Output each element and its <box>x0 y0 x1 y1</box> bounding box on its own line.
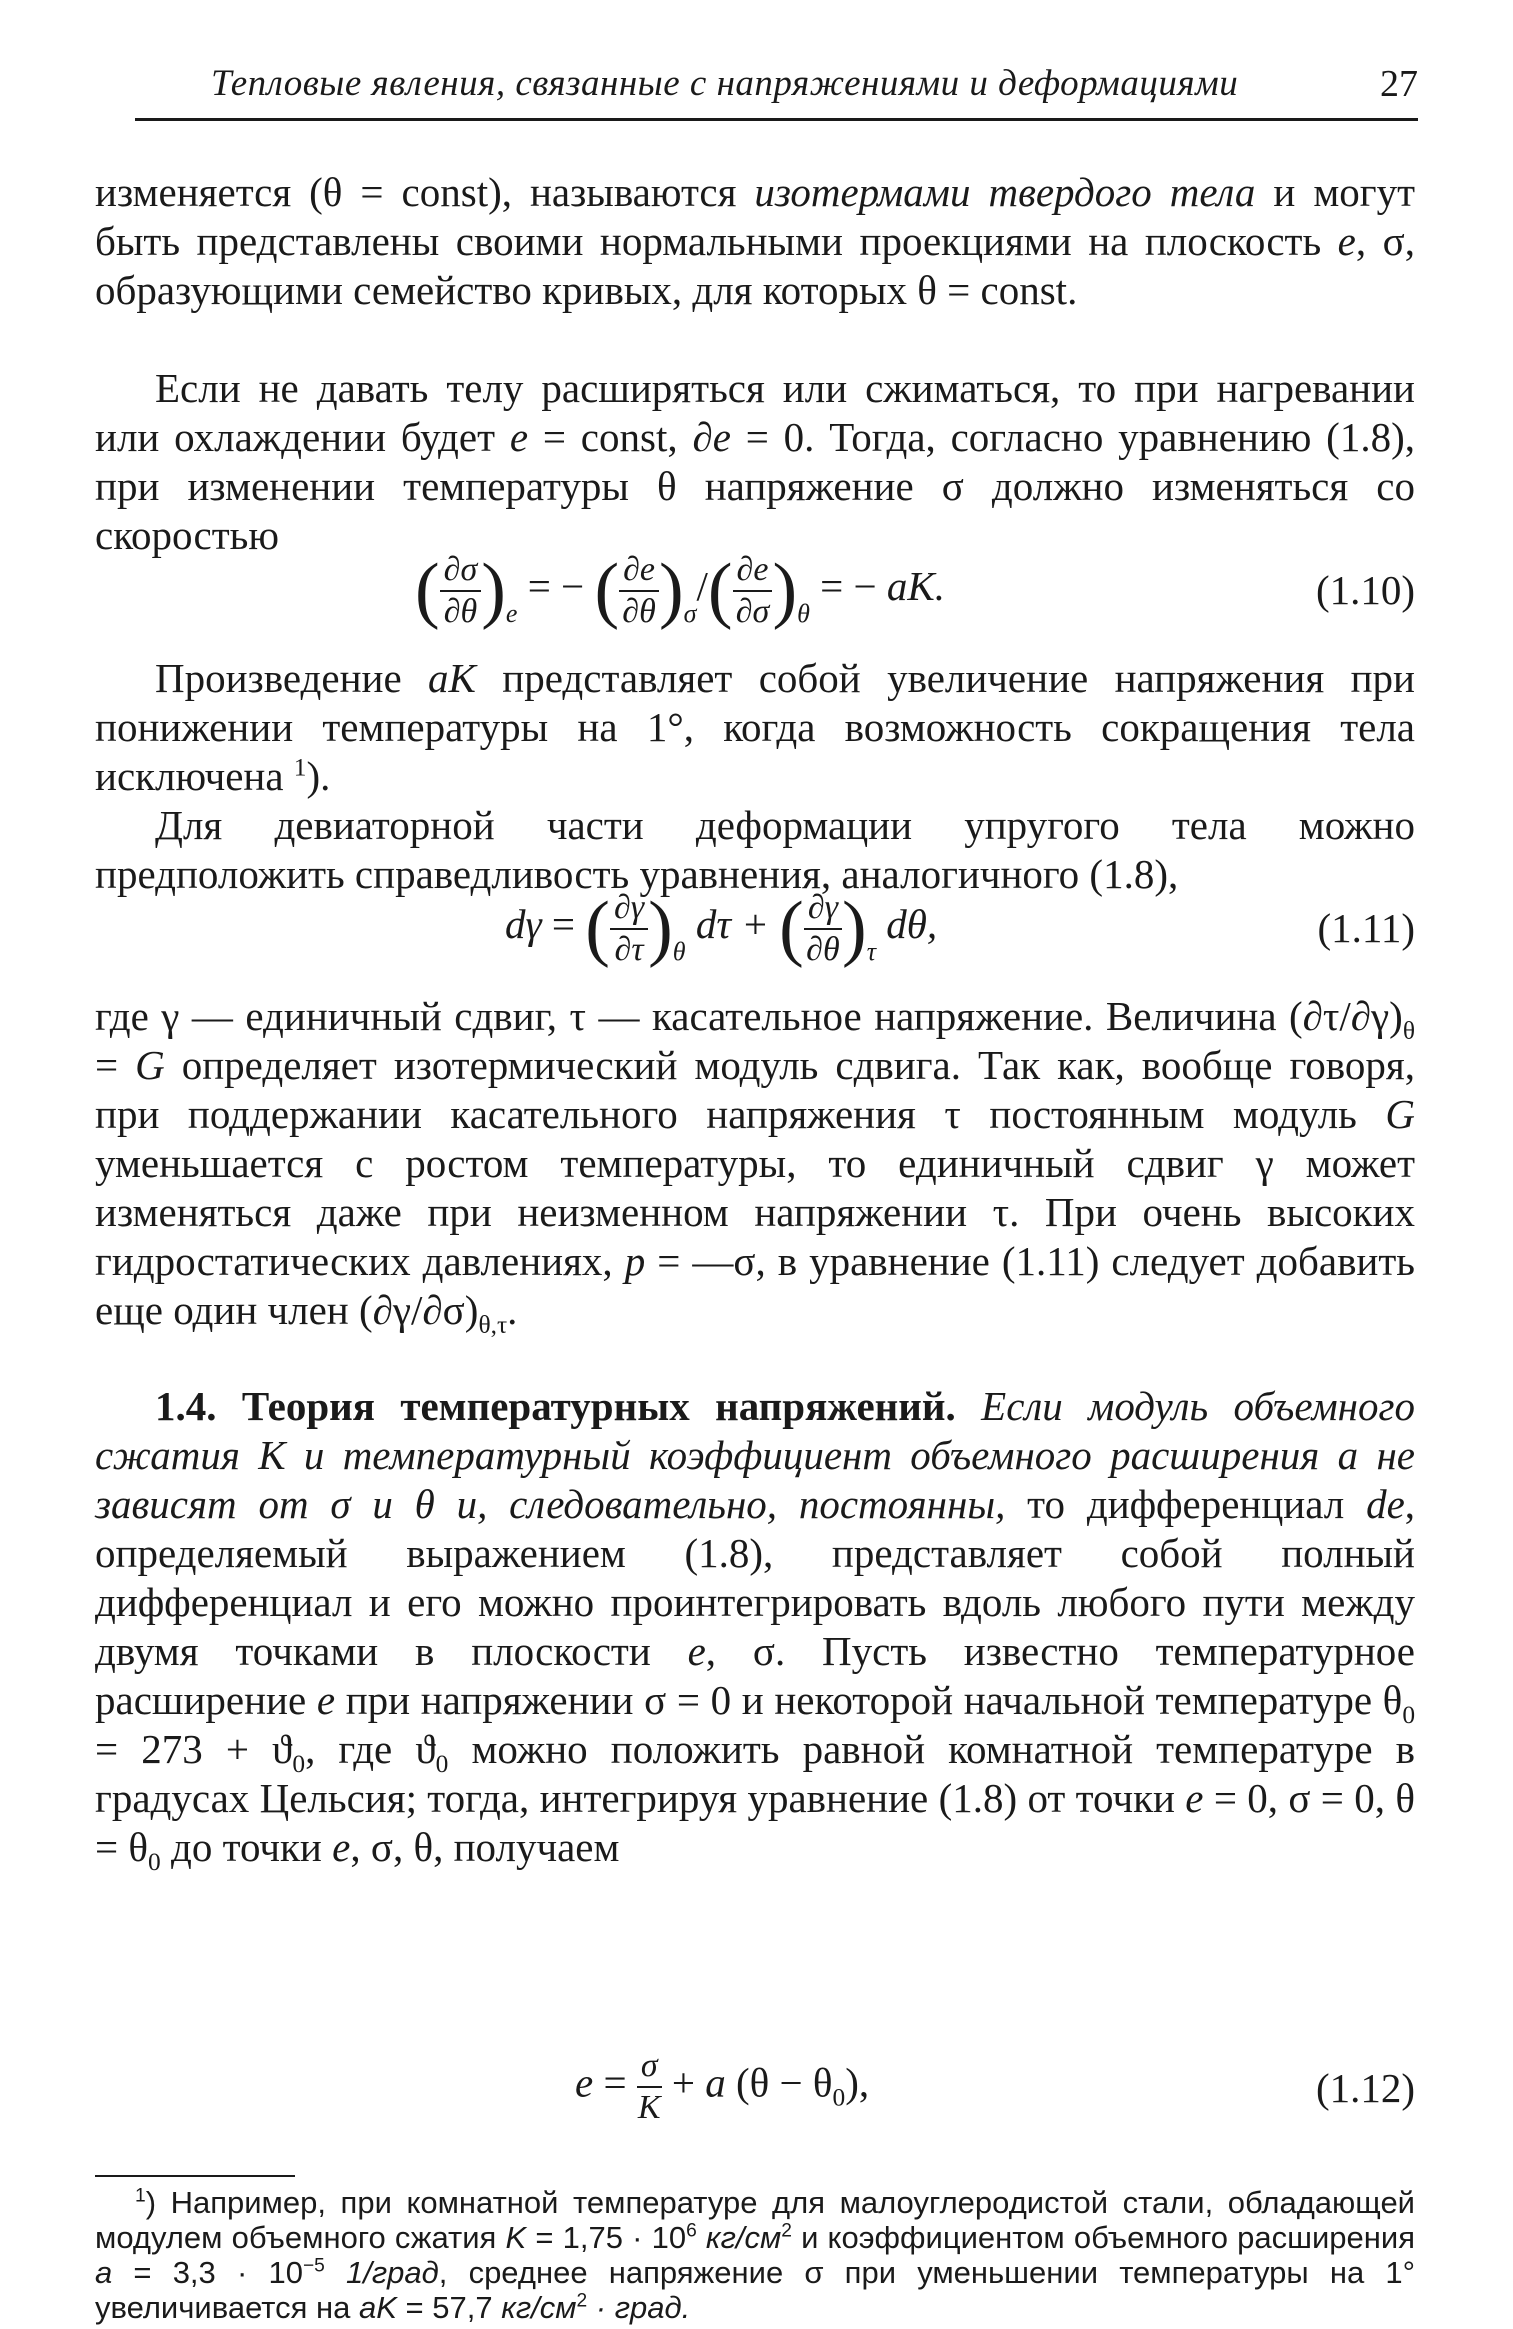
text-run: где γ — единичный сдвиг, τ — касательное напряжение. Величина (∂τ/∂γ) <box>95 993 1403 1039</box>
text-run: ). <box>306 753 331 799</box>
symbol-a: a <box>705 2059 726 2106</box>
text-run: ), <box>845 2059 870 2106</box>
symbol-e: e <box>316 1677 336 1723</box>
text-run: = const, <box>528 414 693 460</box>
text-run: можно положить равной комнатной температуре в градусах Цельсия; тогда, интегрируя уравнение (1.8) от точки <box>95 1726 1415 1821</box>
subscript: 0 <box>435 1750 449 1779</box>
subscript: 0 <box>1402 1701 1416 1730</box>
equals-sign: = <box>541 900 586 947</box>
equation-number: (1.12) <box>1315 2065 1415 2111</box>
equation-1-12 <box>95 2046 1415 2126</box>
superscript: 2 <box>576 2290 588 2312</box>
equation-number: (1.11) <box>1317 905 1415 951</box>
subscript: 0 <box>292 1750 306 1779</box>
text-run: . <box>507 1287 518 1333</box>
text-run: , где ϑ <box>305 1726 436 1772</box>
subscript: 0 <box>832 2083 846 2112</box>
text-run: Для девиаторной части деформации упругого тела можно предположить справедливость уравнения, аналогичного (1.8), <box>95 802 1415 897</box>
formula-1-12 <box>575 2046 869 2128</box>
footnote-rule <box>95 2175 295 2177</box>
text-run: определяет изотермический модуль сдвига. Так как, вообще говоря, при поддержании касательного напряжения τ постоянным модуль <box>95 1042 1415 1137</box>
unit: кг/см <box>696 2220 782 2255</box>
text-run: Произведение <box>155 655 429 701</box>
symbol-aK: aK <box>359 2290 397 2325</box>
equals-sign: = <box>593 2059 637 2106</box>
formula-1-11: dγ = ( $\frac{\partial\gamma}{\partial\tau}$ )$_\theta$ dτ + ( $\frac{\partial\gamma}{\partial\theta}$ )$_\tau$ dθ, <box>505 887 938 969</box>
text-run: Если не давать телу расширяться или сжиматься, то при нагревании или охлаждении будет <box>95 365 1415 460</box>
running-title: Тепловые явления, связанные с напряжениями и деформациями <box>211 63 1239 104</box>
paragraph-isotherms <box>95 168 1415 315</box>
theorem-statement: Если модуль объемного сжатия K и температурный коэффициент объемного расширения a не зависят от σ и θ и, следовательно, постоянны, <box>95 1383 1415 1527</box>
text-run: = —σ, в уравнение (1.11) следует добавить еще один член (∂γ/∂σ) <box>95 1238 1415 1333</box>
text-run: то дифференциал <box>1005 1481 1367 1527</box>
formula-1-10: ( $\frac{\partial\sigma}{\partial\theta}$ )$_e$ = − ( $\frac{\partial e}{\partial\theta}$ )$_\sigma/$( $\frac{\partial e}{\partial\sigma}$ )$_\theta$ = − aK. <box>415 549 945 631</box>
text-run: dθ, <box>876 900 938 947</box>
page-number: 27 <box>1380 63 1418 105</box>
text-run: представляет собой увеличение напряжения при понижении температуры на 1°, когда возможность сокращения тела исключена <box>95 655 1415 799</box>
symbol-de: de <box>1366 1481 1405 1527</box>
symbol-G: G <box>1385 1091 1415 1137</box>
subscript: 0 <box>148 1848 161 1877</box>
fraction: $\frac{\partial e}{\partial\theta}$ <box>619 550 659 632</box>
paragraph-shear-modulus <box>95 992 1415 1340</box>
subscript: θ,τ <box>478 1311 508 1340</box>
symbol-e: e <box>1185 1775 1204 1821</box>
page-header <box>95 62 1418 118</box>
symbol-e: e <box>509 414 529 460</box>
symbol-dgamma: dγ <box>505 900 542 947</box>
text-run: , σ, θ, получаем <box>350 1824 620 1870</box>
text-run: , σ. Пусть известно температурное расширение <box>95 1628 1415 1723</box>
fraction: $\frac{\partial e}{\partial\sigma}$ <box>733 550 773 632</box>
term-isotherms: изотермами твердого тела <box>754 169 1256 215</box>
equals-sign: = − <box>527 562 595 609</box>
text-run: , σ, образующими семейство кривых, для которых θ = const. <box>95 218 1415 313</box>
subscript: θ <box>1402 1017 1415 1046</box>
text-run: и коэффициентом объемного расширения <box>791 2220 1415 2255</box>
fraction: $\frac{\partial\gamma}{\partial\tau}$ <box>610 888 648 970</box>
paragraph-aK <box>95 654 1415 801</box>
footnote-marker: 1 <box>293 753 307 782</box>
superscript: −5 <box>302 2255 325 2277</box>
text-run: изменяется (θ = const), называются <box>95 169 755 215</box>
symbol-e: e <box>332 1824 351 1870</box>
text-run: (θ − θ <box>725 2059 833 2106</box>
symbol-G: G <box>135 1042 165 1088</box>
symbol-a: a <box>95 2255 113 2290</box>
unit: · град. <box>587 2290 691 2325</box>
text-run: и могут быть представлены своими нормальными проекциями на плоскость <box>95 169 1415 264</box>
symbol-de: ∂e <box>692 414 731 460</box>
text-run: = 57,7 <box>396 2290 502 2325</box>
superscript: 6 <box>686 2220 697 2242</box>
text-run: до точки <box>160 1824 333 1870</box>
text-run: = 273 + ϑ <box>95 1726 293 1772</box>
footnote <box>95 2185 1415 2325</box>
symbol-e: e <box>575 2059 594 2106</box>
equation-1-11 <box>95 886 1415 969</box>
symbol-p: p <box>624 1238 646 1284</box>
fraction: $\frac{\partial\gamma}{\partial\theta}$ <box>804 888 842 970</box>
equals-sign: = − <box>820 562 887 609</box>
slash: / <box>696 562 708 609</box>
section-1-4 <box>95 1382 1416 1877</box>
text-run: dτ + <box>685 900 780 947</box>
text-run: = 1,75 · 10 <box>526 2220 687 2255</box>
text-run: = 0, σ = 0, θ = θ <box>95 1775 1415 1870</box>
symbol-K: K <box>505 2220 527 2255</box>
equation-number: (1.10) <box>1315 567 1415 613</box>
text-run: = <box>95 1042 136 1088</box>
fraction: $\frac{\sigma}{K}$ <box>637 2047 661 2126</box>
unit: 1/град <box>324 2255 439 2290</box>
footnote-marker: 1 <box>135 2185 146 2207</box>
header-rule <box>135 118 1418 121</box>
plus-sign: + <box>661 2059 706 2106</box>
symbol-aK: aK. <box>886 562 945 609</box>
text-run: уменьшается с ростом температуры, то единичный сдвиг γ может изменяться даже при неизменном напряжении τ. При очень высоких гидростатических давлениях, <box>95 1140 1415 1284</box>
paragraph-constrained-body <box>95 364 1415 560</box>
equation-1-10 <box>95 548 1415 631</box>
text-run: , определяемый выражением (1.8), представляет собой полный дифференциал и его можно проинтегрировать вдоль любого пути между двумя точками в плоскости <box>95 1481 1416 1674</box>
text-run: ) Например, при комнатной температуре для малоуглеродистой стали, обладающей модулем объемного сжатия <box>95 2185 1415 2255</box>
text-run: при напряжении σ = 0 и некоторой начальной температуре θ <box>335 1677 1403 1723</box>
text-run: = 0. Тогда, согласно уравнению (1.8), при изменении температуры θ напряжение σ должно изменяться со скоростью <box>95 414 1415 558</box>
text-run: = 3,3 · 10 <box>112 2255 303 2290</box>
paragraph-deviatoric <box>95 801 1415 899</box>
symbol-aK: aK <box>428 655 476 701</box>
unit: кг/см <box>501 2290 577 2325</box>
fraction: $\frac{\partial\sigma}{\partial\theta}$ <box>440 550 482 632</box>
symbol-e: e <box>1337 218 1356 264</box>
text-run: , среднее напряжение σ при уменьшении температуры на 1° увеличивается на <box>95 2255 1415 2325</box>
symbol-e: e <box>687 1628 706 1674</box>
section-heading: 1.4. Теория температурных напряжений. <box>155 1383 956 1429</box>
superscript: 2 <box>781 2220 792 2242</box>
